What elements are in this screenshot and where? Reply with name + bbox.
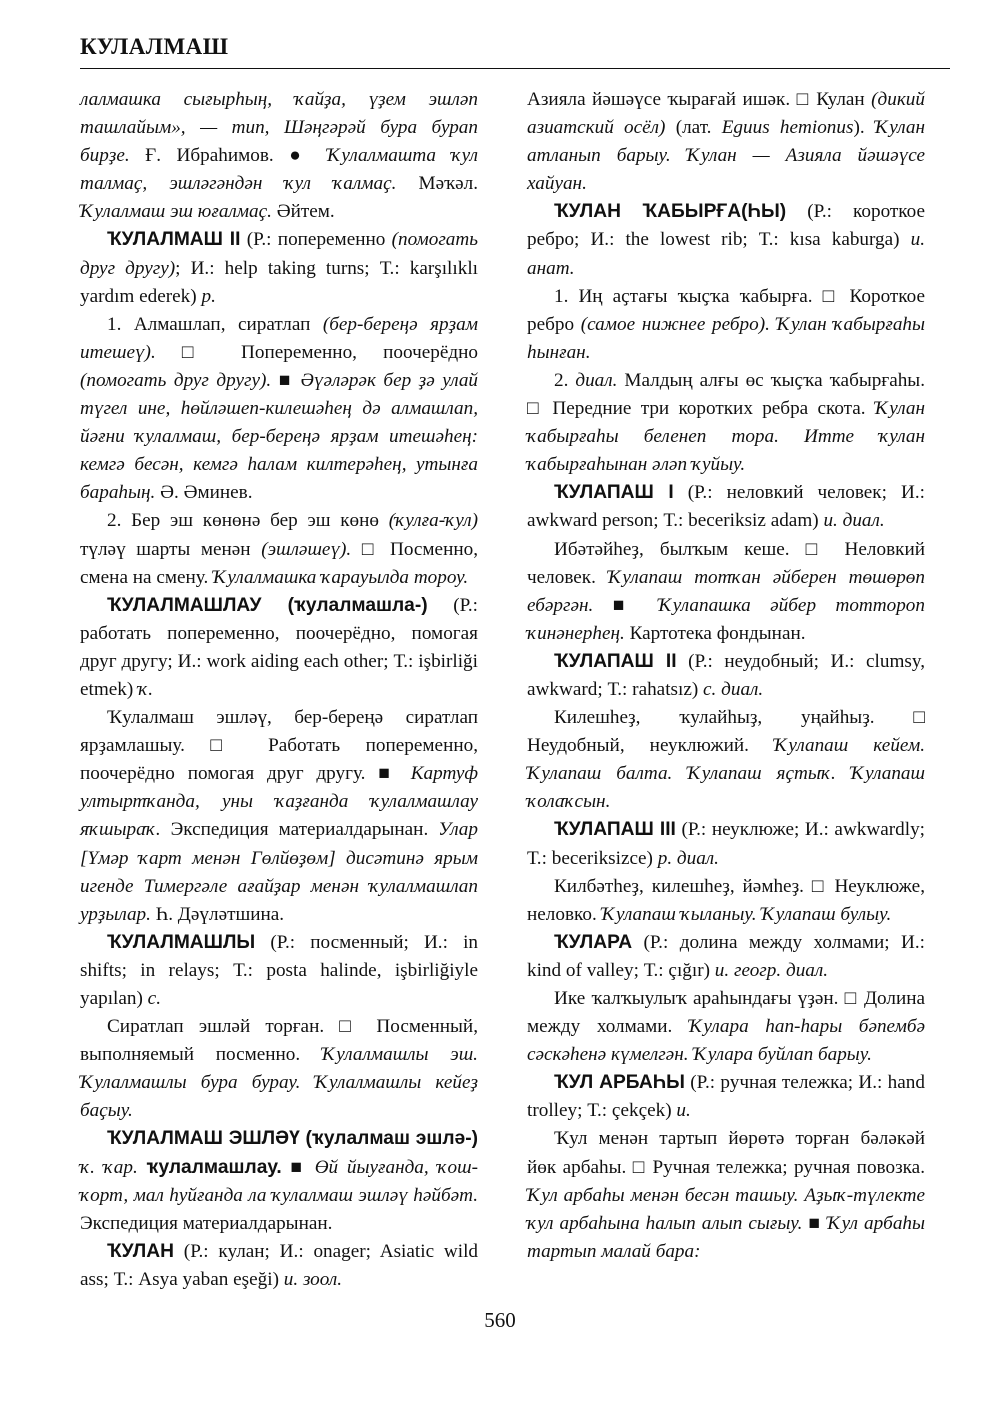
- dictionary-entry: [527, 198, 925, 282]
- text: Экспедиция материалдарынан.: [80, 1212, 333, 1234]
- text: Әйтем.: [271, 201, 335, 223]
- italic-text: Ҡул арбаһы менән бесән ташыу. Аҙыҡ-түлекте ҡул арбаһына һалып алып сығыу.: [527, 1184, 925, 1234]
- italic-text: Ҡул арбаһы тартып малай бара:: [527, 1212, 926, 1262]
- dictionary-entry: [527, 648, 925, 704]
- text: Малдың алғы өс ҡыҫҡа ҡабырғаһы. □ Передние три коротких ребра скота.: [527, 369, 925, 420]
- text: (Р.: посменный; И.: in shifts; in relays; Т.: posta halinde, işbirliğiyle yapılan): [80, 931, 478, 1009]
- running-head-bar: [80, 34, 950, 60]
- entry-paragraph: [527, 86, 925, 198]
- text: (Р.: кулан; И.: onager; Asiatic wild ass; Т.: Asya yaban eşeği): [80, 1240, 478, 1290]
- italic-text: (дикий азиатский осёл): [527, 89, 925, 139]
- entry-paragraph: [527, 367, 925, 479]
- left-column: [80, 86, 478, 1294]
- headword: ҠУЛАЛМАШ ЭШЛӘҮ (ҡулалмаш эшлә-): [107, 1128, 478, 1150]
- headword: ҠУЛАПАШ III: [554, 819, 676, 841]
- italic-text: р.: [201, 285, 216, 307]
- text: ■: [593, 594, 659, 616]
- italic-text: Ҡулалмашка ҡарауылда тороу.: [213, 566, 469, 588]
- headword: ҠУЛАЛМАШ II: [107, 229, 241, 251]
- text: ■: [802, 1212, 828, 1234]
- text: (Р.: неловкий человек; И.: awkward person; Т.: beceriksiz adam): [527, 482, 925, 532]
- text: [138, 1157, 147, 1178]
- headword: ҠУЛАН ҠАБЫРҒА(ҺЫ): [554, 201, 787, 223]
- text: түләү шарты менән: [80, 538, 262, 560]
- entry-paragraph: [527, 536, 925, 648]
- italic-text: Ҡулан ҡабырғаһы беленеп тора. Итте ҡулан ҡабырғаһынан әләп ҡуйыу.: [527, 398, 925, 476]
- text: Ҡулалмаш эшләү, бер-береңә сиратлап ярҙамлашыу. □ Работать попеременно, поочерёдно помогая друг другу. ■: [80, 707, 478, 785]
- italic-text: (эшләшеү).: [261, 538, 352, 560]
- italic-text: Eguus hemionus: [721, 117, 854, 139]
- running-head: КУЛАЛМАШ: [80, 34, 229, 59]
- italic-text: ҡ. ҡар.: [80, 1156, 138, 1178]
- dictionary-entry: [527, 929, 925, 985]
- text: (Р.: долина между холмами; И.: kind of valley; Т.: çığır): [527, 931, 925, 981]
- entry-paragraph: [527, 985, 925, 1069]
- italic-text: (ҡулға-ҡул): [388, 510, 478, 532]
- text: (Р.: работать попеременно, поочерёдно, помогая друг другу; И.: work aiding each other; Т.: işbirliği etmek): [80, 594, 478, 700]
- dictionary-entry: [527, 1069, 925, 1125]
- header-rule: [80, 68, 950, 69]
- italic-text: диал.: [575, 369, 618, 391]
- text: Экспедиция материалдарынан.: [160, 819, 439, 841]
- text: (Р.: неудобный; И.: clumsy, awkward; Т.: rahatsız): [527, 650, 925, 700]
- text: Ғ. Ибраһимов. ●: [129, 145, 328, 167]
- italic-text: и. зоол.: [283, 1268, 343, 1290]
- entry-paragraph: [527, 283, 925, 367]
- italic-text: (помогать друг другу): [80, 229, 478, 279]
- italic-text: Ҡулапаш ҡыланыу. Ҡулапаш булыу.: [601, 903, 892, 925]
- text: Сиратлап эшләй торған. □ Посменный, выполняемый посменно.: [80, 1016, 478, 1066]
- text: ).: [853, 117, 875, 139]
- entry-paragraph: [80, 507, 478, 591]
- italic-text: Ҡулапаш кейем. Ҡулапаш балта. Ҡулапаш яҫтыҡ. Ҡулапаш ҡолаҡсын.: [527, 735, 925, 813]
- dictionary-entry: [80, 1238, 478, 1294]
- entry-paragraph: [80, 704, 478, 929]
- text: ; И.: help taking turns; Т.: karşılıklı yardım ederek): [80, 257, 478, 307]
- dictionary-entry: [80, 1125, 478, 1237]
- headword: ҠУЛАПАШ I: [554, 482, 674, 504]
- text: Һ. Дәүләтшина.: [150, 903, 285, 925]
- dictionary-entry: [527, 479, 925, 535]
- italic-text: (помогать друг другу).: [80, 369, 272, 391]
- italic-text: ҡ.: [138, 678, 153, 700]
- text: Картотека фондынан.: [624, 622, 806, 644]
- text: ■: [271, 369, 301, 391]
- text: Ә. Әминев.: [155, 482, 253, 504]
- headword: ҠУЛАЛМАШЛЫ: [107, 931, 256, 953]
- italic-text: Ҡулан атланып барыу. Ҡулан — Азияла йәшәүсе хайуан.: [527, 117, 926, 195]
- entry-paragraph: [80, 86, 478, 226]
- italic-text: и. геогр. диал.: [714, 959, 829, 981]
- text: 2.: [554, 369, 576, 391]
- text: Ибәтәйһеҙ, былҡым кеше. □ Неловкий человек.: [527, 538, 925, 588]
- text: (Р.: неуклюже; И.: awkwardly; Т.: beceriksizce): [527, 819, 925, 869]
- italic-text: с. диал.: [703, 678, 764, 700]
- text: Ҡул менән тартып йөрөтә торған бәләкәй йөк арбаһы. □ Ручная тележка; ручная повозка.: [527, 1128, 925, 1178]
- italic-text: Өй йыуғанда, ҡош-ҡорт, мал һуйғанда ла ҡулалмаш эшләү һәйбәт.: [80, 1156, 479, 1206]
- italic-text: Картуф ултыртҡанда, уны ҡаҙғанда ҡулалмашлау яҡшыраҡ.: [80, 763, 478, 841]
- italic-text: Ҡулалмашта ҡул талмаҫ, эшләгәндән ҡул ҡалмаҫ.: [80, 145, 478, 195]
- text: □ Попеременно, поочерёдно: [155, 341, 478, 363]
- italic-text: (самое нижнее ребро). Ҡулан ҡабырғаһы һынған.: [527, 313, 926, 363]
- text: Килешһеҙ, ҡулайһыҙ, уңайһыҙ. □ Неудобный, неуклюжий.: [527, 707, 925, 757]
- italic-text: Ҡулалмашлы эш. Ҡулалмашлы бура бурау. Ҡулалмашлы кейеҙ баҫыу.: [80, 1044, 478, 1122]
- italic-text: и. диал.: [823, 510, 885, 532]
- text: (Р.: ручная тележка; И.: hand trolley; Т.: çekçek): [527, 1072, 925, 1122]
- italic-text: с.: [147, 988, 161, 1009]
- italic-text: Улар [Үмәр ҡарт менән Гөлйөҙөм] дисәтинә ярым игенде Тимергәле ағайҙар менән ҡулалмашлап урҙылар.: [80, 819, 478, 925]
- text: 1. Алмашлап, сиратлап: [107, 313, 323, 335]
- entry-paragraph: [527, 1125, 925, 1265]
- italic-text: (бер-береңә ярҙам итешеү).: [80, 313, 478, 363]
- text: (Р.: короткое ребро; И.: the lowest rib; Т.: kısa kaburga): [527, 201, 926, 251]
- text: (лат.: [665, 117, 722, 139]
- text: 1. Иң аҫтағы ҡыҫҡа ҡабырға. □ Короткое ребро: [527, 285, 925, 335]
- dictionary-entry: [80, 929, 478, 1013]
- italic-text: и.: [676, 1100, 691, 1122]
- italic-text: Әүәләрәк бер ҙә улай түгел ине, һөйләшеп-килешәһең дә алмашлап, йәғни ҡулалмаш, бер-береңә ярҙам итешәһең: кемгә бесән, кемгә һалам килтерәһең, утынға бараһың.: [80, 369, 479, 504]
- headword: ҠУЛАРА: [554, 931, 633, 953]
- italic-text: р. диал.: [657, 847, 719, 869]
- entry-paragraph: [80, 1013, 478, 1125]
- text: ■: [281, 1156, 315, 1178]
- italic-text: Ҡулапашка әйбер тоттороп ҡинәнерһең.: [527, 594, 925, 644]
- page-number: 560: [484, 1308, 516, 1332]
- entry-paragraph: [527, 704, 925, 816]
- headword: ҠУЛ АРБАҺЫ: [554, 1072, 685, 1094]
- text: (Р.: попеременно: [240, 229, 392, 251]
- headword: ҠУЛАЛМАШЛАУ (ҡулалмашла-): [107, 594, 428, 616]
- text: 2. Бер эш көнөнә бер эш көнө: [107, 510, 389, 532]
- italic-text: Ҡулапаш тотҡан әйберен төшөрөп ебәргән.: [527, 566, 925, 616]
- dictionary-entry: [527, 816, 925, 872]
- text: Ике ҡалҡыулыҡ араһындағы үҙән. □ Долина между холмами.: [527, 988, 925, 1038]
- dictionary-entry: [80, 592, 478, 704]
- dictionary-entry: [80, 226, 478, 310]
- headword: ҡулалмашлау.: [146, 1156, 282, 1178]
- entry-paragraph: [527, 873, 925, 929]
- entry-paragraph: [80, 311, 478, 508]
- italic-text: Ҡулара һап-һары бәпембә сәскәһенә күмелгән. Ҡулара буйлап барыу.: [527, 1016, 925, 1066]
- italic-text: Ҡулалмаш эш юғалмаҫ.: [80, 201, 272, 223]
- headword: ҠУЛАПАШ II: [554, 650, 677, 672]
- text: Мәҡәл.: [396, 173, 478, 195]
- headword: ҠУЛАН: [107, 1240, 174, 1262]
- italic-text: и. анат.: [527, 229, 925, 279]
- right-column: [527, 86, 925, 1266]
- text: Азияла йәшәүсе ҡырағай ишәк. □ Кулан: [527, 89, 872, 110]
- text: □ Посменно, смена на смену.: [80, 538, 478, 588]
- italic-text: лалмашка сығырһың, ҡайҙа, үҙем эшләп ташлайым», — тип, Шәңгәрәй бура бурап бирҙе.: [80, 89, 478, 167]
- text: Килбәтһеҙ, килешһеҙ, йәмһеҙ. □ Неуклюже, неловко.: [527, 875, 925, 925]
